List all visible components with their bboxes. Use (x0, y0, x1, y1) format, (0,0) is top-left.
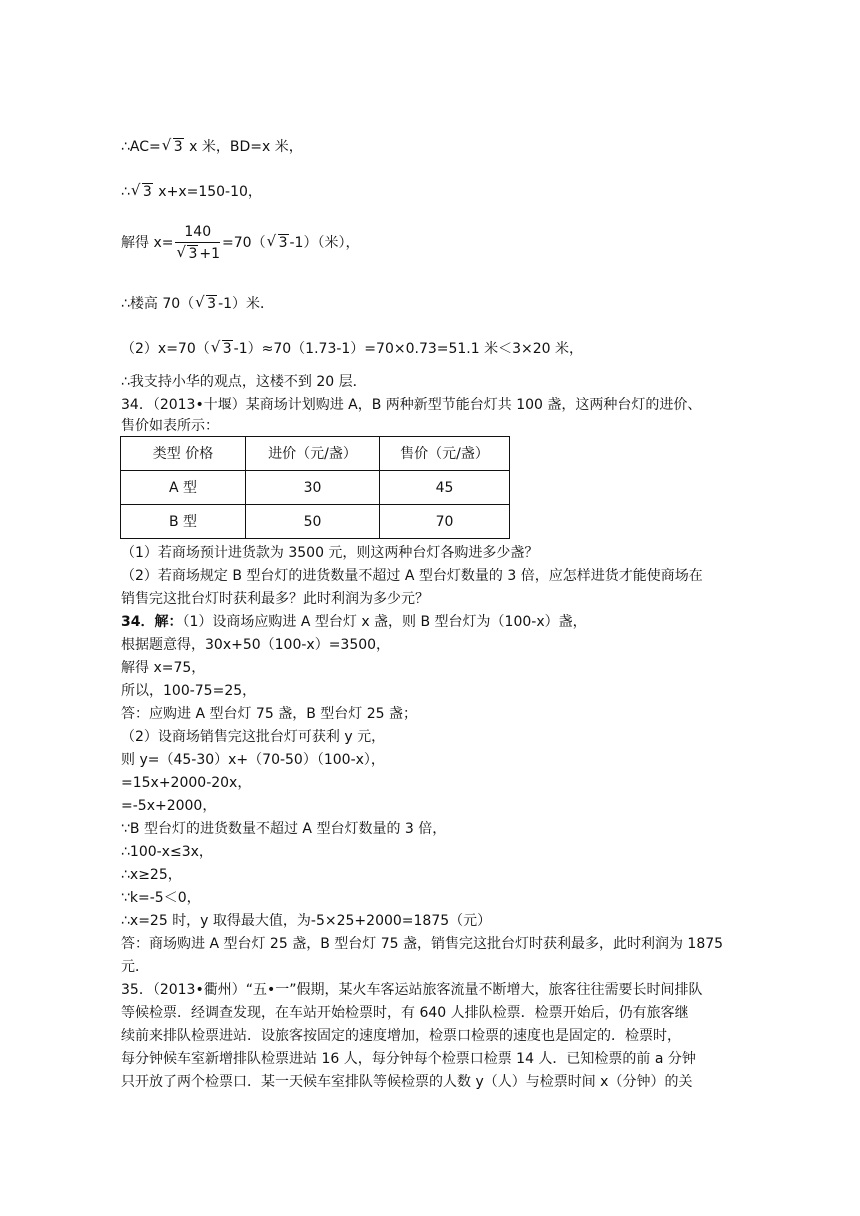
solution-34-line16: 元． (121, 959, 149, 975)
solution-34-line11: ∴100-x≤3x， (121, 844, 213, 860)
solution-34-line5: 答：应购进 A 型台灯 75 盏，B 型台灯 25 盏； (121, 706, 417, 722)
question-35-line3: 续前来排队检票进站．设旅客按固定的速度增加，检票口检票的速度也是固定的．检票时， (121, 1028, 681, 1044)
table-header-row (121, 437, 510, 471)
table-cell: 70 (380, 505, 510, 539)
solution-34-line6: （2）设商场销售完这批台灯可获利 y 元， (121, 729, 386, 745)
solution-34-line14: ∴x=25 时，y 取得最大值，为-5×25+2000=1875（元） (121, 913, 492, 929)
solution-34-line3: 解得 x=75， (121, 660, 206, 676)
table-cell: 45 (380, 471, 510, 505)
question-35-line5: 只开放了两个检票口．某一天候车室排队等候检票的人数 y（人）与检票时间 x（分钟）的关 (121, 1074, 693, 1090)
question-34-part2-line1: （2）若商场规定 B 型台灯的进货数量不超过 A 型台灯数量的 3 倍，应怎样进货才能使商场在 (121, 568, 703, 584)
line-conclusion: ∴我支持小华的观点，这楼不到 20 层． (121, 374, 367, 390)
question-35-line4: 每分钟候车室新增排队检票进站 16 人，每分钟每个检票口检票 14 人．已知检票的前 a 分钟 (121, 1051, 696, 1067)
solution-34-line1: 34．解：（1）设商场应购进 A 型台灯 x 盏，则 B 型台灯为（100-x）盏， (121, 614, 587, 630)
solution-34-line9: =-5x+2000， (121, 798, 217, 814)
line-building-height: ∴楼高 70（ √ 3 -1）米． (121, 293, 275, 312)
line-solve-x: 解得 x= 140 √ 3 +1 =70（ √ 3 -1）（米）， (121, 224, 360, 262)
table-row (121, 471, 510, 505)
solution-34-line15: 答：商场购进 A 型台灯 25 盏，B 型台灯 75 盏，销售完这批台灯时获利最多，此时利润为 1875 (121, 936, 724, 952)
solution-34-line8: =15x+2000-20x， (121, 775, 252, 791)
table-cell: 50 (246, 505, 380, 539)
table-header-cell: 售价（元/盏） (380, 437, 510, 471)
solution-34-line12: ∴x≥25， (121, 867, 182, 883)
solution-heading: 34．解： (121, 614, 183, 630)
solution-34-line10: ∵B 型台灯的进货数量不超过 A 型台灯数量的 3 倍， (121, 821, 447, 837)
sqrt-3: √ 3 (130, 181, 152, 200)
question-34-line1: 34．（2013•十堰）某商场计划购进 A，B 两种新型节能台灯共 100 盏，这两种台灯的进价、 (121, 397, 702, 413)
solution-34-line2: 根据题意得，30x+50（100-x）=3500， (121, 637, 391, 653)
table-cell: A 型 (121, 471, 246, 505)
question-34-part1: （1）若商场预计进货款为 3500 元，则这两种台灯各购进多少盏？ (121, 545, 539, 561)
solution-34-line13: ∵k=-5＜0， (121, 890, 201, 906)
question-34-line2: 售价如表所示： (121, 418, 219, 434)
question-35-line1: 35．（2013•衢州）“五•一”假期，某火车客运站旅客流量不断增大，旅客往往需要长时间排队 (121, 982, 703, 998)
question-35-line2: 等候检票．经调查发现，在车站开始检票时，有 640 人排队检票．检票开始后，仍有旅客继 (121, 1005, 689, 1021)
line-ac-bd: ∴AC= √ 3 x 米，BD=x 米， (121, 136, 303, 155)
sqrt-3: √ 3 (266, 232, 288, 251)
table-header-cell: 类型 价格 (121, 437, 246, 471)
table-row (121, 505, 510, 539)
table-cell: 30 (246, 471, 380, 505)
sqrt-3: √ 3 (195, 293, 217, 312)
line-part2: （2）x=70（ √ 3 -1）≈70（1.73-1）=70×0.73=51.1 米＜3×20 米， (121, 338, 584, 357)
question-34-part2-line2: 销售完这批台灯时获利最多？此时利润为多少元？ (121, 591, 429, 607)
solution-34-line4: 所以，100-75=25， (121, 683, 257, 699)
table-header-cell: 进价（元/盏） (246, 437, 380, 471)
sqrt-3: √ 3 (210, 338, 232, 357)
sqrt-3: √ 3 (161, 136, 183, 155)
line-equation: ∴ √ 3 x+x=150-10， (121, 181, 262, 200)
fraction-140-over-sqrt3-plus1: 140 √ 3 +1 (176, 224, 221, 262)
price-table (120, 436, 510, 539)
solution-34-line7: 则 y=（45-30）x+（70-50）（100-x）， (121, 752, 385, 768)
table-cell: B 型 (121, 505, 246, 539)
